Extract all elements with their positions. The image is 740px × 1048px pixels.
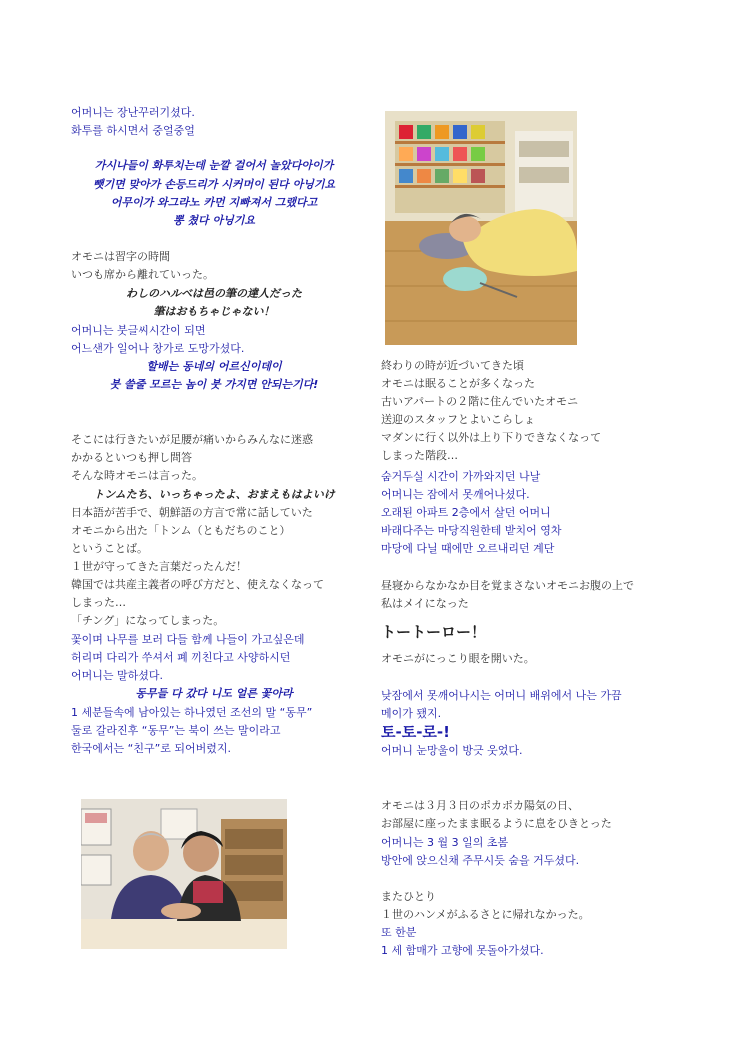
- left-quote2-line: 筆はおもちゃじゃない！: [153, 305, 275, 318]
- right-p1-line: しまった階段…: [381, 449, 458, 462]
- photo-two-women: [81, 799, 287, 949]
- right-p6: 어머니 눈망울이 방긋 웃었다.: [381, 744, 523, 757]
- left-p7-line: 1 세분들속에 남아있는 하나였던 조선의 말 “동무”: [71, 706, 313, 719]
- right-p5-line: 낮잠에서 못깨어나시는 어머니 배위에서 나는 가끔: [381, 689, 622, 702]
- left-quote4: トンムたち、いっちゃったよ、おまえもはよいけ: [93, 488, 335, 501]
- left-quote1-line: 어무이가 와그라노 카먼 지빠져서 그랬다고: [110, 196, 318, 209]
- left-p3-line: 어머니는 붓글씨시간이 되면: [71, 324, 206, 337]
- left-p4-line: そんな時オモニは言った。: [71, 469, 203, 482]
- right-p9-line: またひとり: [381, 890, 436, 903]
- left-quote5: 동무들 다 갔다 니도 얼른 꽃아라: [135, 687, 293, 700]
- left-p2-line: いつも席から離れていった。: [71, 268, 214, 281]
- left-p5-line: 「チング」になってしまった。: [71, 614, 225, 627]
- left-p1-line: 어머니는 장난꾸러기셨다.: [71, 106, 195, 119]
- left-p4-line: そこには行きたいが足腰が痛いからみんなに迷惑: [71, 433, 313, 446]
- left-p6-line: 꽃이며 나무를 보러 다들 함께 나들이 가고싶은데: [71, 633, 305, 646]
- right-p3-line: 私はメイになった: [381, 597, 469, 610]
- left-p5-line: 韓国では共産主義者の呼び方だと、使えなくなって: [71, 578, 324, 591]
- right-p1-line: 送迎のスタッフとよいこらしょ: [381, 413, 535, 426]
- right-p1-line: オモニは眠ることが多くなった: [381, 377, 535, 390]
- right-p1-line: 終わりの時が近づいてきた頃: [381, 359, 524, 372]
- left-p5-line: 日本語が苦手で、朝鮮語の方言で常に話していた: [71, 506, 313, 519]
- left-p4-line: かかるといつも押し問答: [71, 451, 192, 464]
- left-p6-line: 허리며 다리가 쑤셔서 폐 끼친다고 사양하시던: [71, 651, 291, 664]
- left-p1-line: 화투를 하시면서 중얼중얼: [71, 124, 195, 137]
- left-p2-line: オモニは習字の時間: [71, 250, 170, 263]
- right-p2-line: 어머니는 잠에서 못깨어나셨다.: [381, 488, 530, 501]
- left-p5-line: １世が守ってきた言葉だったんだ！: [71, 560, 247, 573]
- left-p6-line: 어머니는 말하셨다.: [71, 669, 164, 682]
- right-p2-line: 바래다주는 마당직원한테 받치어 영차: [381, 524, 562, 537]
- photo-woman-resting: [385, 111, 577, 345]
- right-p5-line: 메이가 됐지.: [381, 707, 442, 720]
- left-p5-line: しまった…: [71, 596, 126, 609]
- right-p2-line: 오래된 아파트 2층에서 살던 어머니: [381, 506, 551, 519]
- right-p8-line: 방안에 앉으신채 주무시듯 숨을 거두셨다.: [381, 854, 580, 867]
- right-p1-line: 古いアパートの２階に住んでいたオモニ: [381, 395, 579, 408]
- right-p4: オモニがにっこり眼を開いた。: [381, 652, 535, 665]
- left-quote1-line: 뽕 쳤다 아닝기요: [172, 214, 256, 227]
- right-p7-line: お部屋に座ったまま眠るように息をひきとった: [381, 817, 612, 830]
- right-p10-line: 또 한분: [381, 926, 417, 939]
- right-totoro-jp: トートーロー！: [381, 623, 487, 641]
- right-p10-line: 1 세 함매가 고향에 못돌아가셨다.: [381, 944, 544, 957]
- right-p1-line: マダンに行く以外は上り下りできなくなって: [381, 431, 602, 444]
- left-p3-line: 어느샌가 일어나 창가로 도망가셨다.: [71, 342, 245, 355]
- left-quote1-line: 뺏기면 맞아가 손등드리가 시커머이 된다 아닝기요: [92, 178, 336, 191]
- left-quote1-line: 가시나들이 화투치는데 눈깔 걸어서 놀았다아이가: [94, 159, 334, 172]
- left-quote3-line: 할배는 동네의 어르신이데이: [146, 360, 282, 373]
- right-p9-line: １世のハンメがふるさとに帰れなかった。: [381, 908, 590, 921]
- right-p2-line: 숨거두실 시간이 가까와지던 나날: [381, 470, 541, 483]
- left-quote3-line: 붓 쓸줄 모르는 놈이 붓 가지면 안되는기다!: [109, 378, 319, 391]
- right-p3-line: 昼寝からなかなか目を覚まさないオモニお腹の上で: [381, 579, 634, 592]
- left-p7-line: 둘로 갈라진후 “동무”는 북이 쓰는 말이라고: [71, 724, 281, 737]
- right-p2-line: 마당에 다닐 때에만 오르내리던 계단: [381, 542, 555, 555]
- left-p7-line: 한국에서는 “친구”로 되어버렸지.: [71, 742, 232, 755]
- left-p5-line: ということば。: [71, 542, 148, 555]
- right-p7-line: オモニは３月３日のポカポカ陽気の日、: [381, 799, 579, 812]
- right-totoro-ko: 토-토-로-!: [381, 723, 450, 741]
- left-quote2-line: わしのハルベは邑の筆の達人だった: [126, 287, 302, 300]
- right-p8-line: 어머니는 3 월 3 일의 초봄: [381, 836, 509, 849]
- left-p5-line: オモニから出た「トンム（ともだちのこと）: [71, 524, 291, 537]
